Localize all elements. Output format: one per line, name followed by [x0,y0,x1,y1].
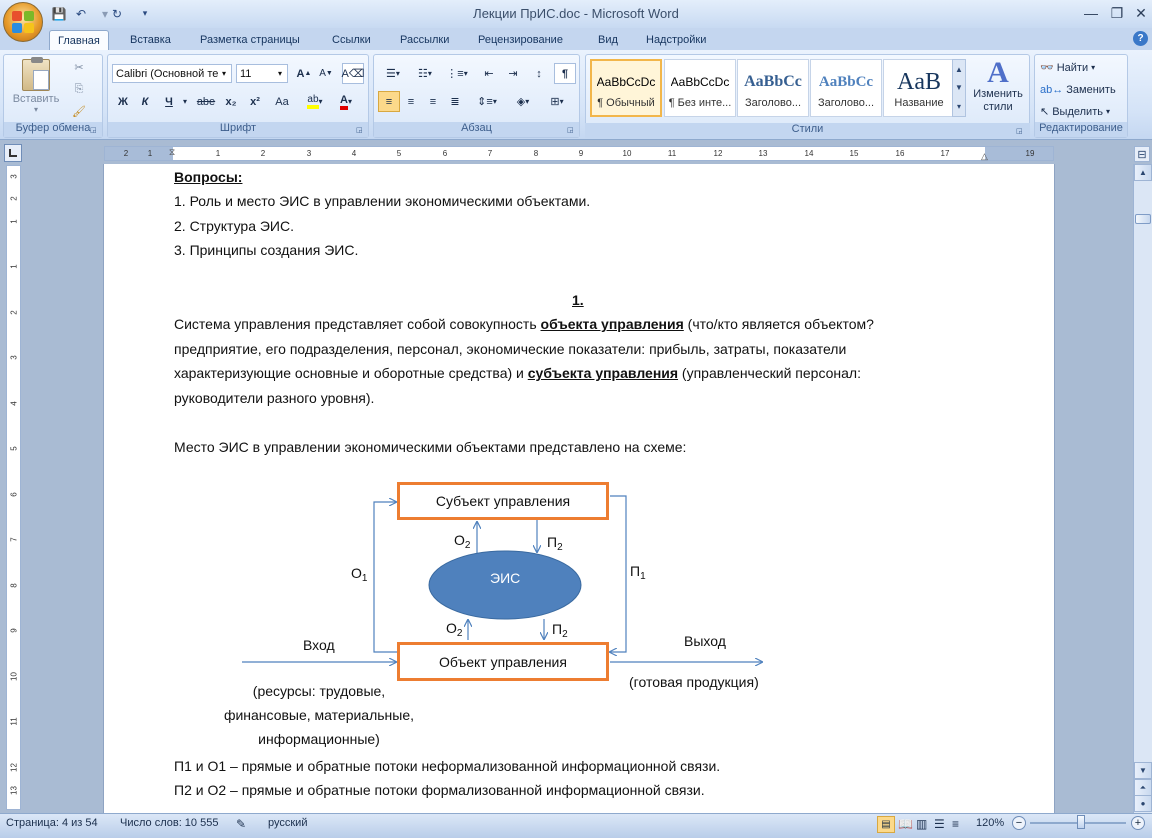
highlight-icon[interactable]: ab ▾ [302,91,328,112]
multilevel-list-icon[interactable]: ⋮≡ ▾ [446,68,468,80]
ruler-number: 3 [9,355,19,360]
style-heading-1[interactable]: AaBbCc Заголово... [737,59,809,117]
questions-heading: Вопросы: [174,169,243,185]
style-normal[interactable]: AaBbCcDc ¶ Обычный [590,59,662,117]
ruler-number: 3 [9,174,19,179]
indent-marker-icon[interactable]: ⧖ [168,147,176,157]
justify-icon[interactable]: ≣ [450,96,460,108]
dialog-launcher-icon[interactable]: ◲ [90,127,97,134]
ruler-number: 7 [487,149,493,158]
vertical-ruler[interactable] [6,165,21,810]
paste-button[interactable]: Вставить ▾ [14,59,58,115]
scroll-thumb[interactable] [1135,214,1151,224]
font-group [107,54,369,138]
ruler-number: 1 [147,149,153,158]
ruler-number: 16 [895,149,905,158]
style-no-spacing[interactable]: AaBbCcDc ¶ Без инте... [664,59,736,117]
ruler-number: 17 [940,149,950,158]
p1-label: $П_1$ [630,563,646,582]
undo-icon[interactable]: ↶ [75,6,87,21]
ruler-number: 9 [578,149,584,158]
ruler-number: 15 [849,149,859,158]
input-label: Вход [303,637,335,653]
replace-icon: ab↔ [1040,83,1064,96]
minimize-icon[interactable]: — [1084,5,1098,21]
paragraph-line: руководители разного уровня). [174,390,375,406]
legend-line: П2 и О2 – прямые и обратные потоки формализованной информационной связи. [174,782,705,798]
ruler-number: 2 [9,310,19,315]
cut-icon[interactable]: ✂ [74,62,84,74]
binoculars-icon: 👓 [1040,62,1054,74]
view-ruler-icon[interactable]: ⊟ [1134,146,1150,162]
ruler-number: 1 [9,264,19,269]
paragraph-line: Система управления представляет собой совокупность объекта управления (что/кто является объектом? [174,316,874,332]
tab-addins[interactable]: Надстройки [646,34,707,46]
ruler-number: 19 [1025,149,1035,158]
ruler-number: 1 [9,219,19,224]
redo-icon[interactable]: ↻ [111,6,123,21]
tab-selector-icon[interactable] [4,144,22,162]
cursor-icon: ↖ [1040,106,1050,118]
ruler-number: 8 [9,583,19,588]
restore-icon[interactable]: ❐ [1110,4,1124,21]
customize-qat-icon[interactable]: ▾ [142,8,148,18]
o2-lower-label: $О_2$ [446,620,463,639]
right-indent-icon[interactable]: △ [981,151,988,161]
bullets-icon[interactable]: ☰ ▾ [386,68,400,80]
decrease-indent-icon[interactable]: ⇤ [484,68,494,80]
clipboard-group [3,54,103,138]
object-box: Объект управления [397,642,609,681]
output-description: (готовая продукция) [629,674,759,690]
dialog-launcher-icon[interactable]: ◲ [356,127,363,134]
web-layout-icon[interactable]: ▥ [916,817,928,831]
subject-box: Субъект управления [397,482,609,520]
help-icon[interactable]: ? [1133,31,1148,46]
replace-button[interactable]: ab↔ Заменить [1040,83,1116,96]
underline-dropdown-icon[interactable]: ▾ [182,97,187,106]
paste-icon [22,59,50,91]
ruler-number: 9 [9,628,19,633]
change-styles-button[interactable]: A Изменить стили [973,56,1023,113]
previous-page-icon[interactable]: ⏶ [1134,779,1152,796]
ruler-number: 4 [351,149,357,158]
editing-group [1034,54,1128,138]
shading-icon[interactable]: ◈ ▾ [516,96,530,108]
save-icon[interactable]: 💾 [51,6,67,21]
legend-line: П1 и О1 – прямые и обратные потоки неформализованной информационной связи. [174,758,721,774]
p2-upper-label: $П_2$ [547,534,563,553]
show-marks-icon[interactable]: ¶ [554,63,576,84]
align-right-icon[interactable]: ≡ [429,95,437,108]
ruler-number: 11 [667,149,677,158]
tab-references[interactable]: Ссылки [332,34,371,46]
select-button[interactable]: ↖ Выделить ▾ [1040,105,1110,118]
scroll-up-icon[interactable]: ▲ [955,64,963,74]
clear-format-icon[interactable]: A⌫ [342,63,364,84]
borders-icon[interactable]: ⊞ ▾ [550,96,564,108]
question-item: 3. Принципы создания ЭИС. [174,242,359,258]
office-button[interactable] [3,2,43,42]
scroll-up-icon[interactable]: ▲ [1134,164,1152,181]
question-item: 1. Роль и место ЭИС в управлении экономическими объектами. [174,193,591,209]
ruler-number: 5 [396,149,402,158]
tab-mailings[interactable]: Рассылки [400,34,450,46]
outline-icon[interactable]: ☰ [934,817,945,831]
draft-icon[interactable]: ≡ [952,817,960,831]
word-count[interactable]: Число слов: 10 555 [120,817,219,829]
ruler-number: 5 [9,446,19,451]
ruler-number: 10 [9,672,19,681]
find-button[interactable]: 👓 Найти ▾ [1040,61,1096,74]
bold-button[interactable]: Ж [118,95,128,108]
subscript-button[interactable]: x₂ [225,95,237,108]
align-center-icon[interactable]: ≡ [407,95,415,108]
format-painter-icon[interactable]: 🖌 [72,106,86,118]
proofing-icon[interactable]: ✎ [236,817,247,831]
horizontal-ruler[interactable] [104,146,1054,161]
ruler-number: 12 [9,763,19,772]
scroll-down-icon[interactable]: ▼ [955,83,963,93]
language-indicator[interactable]: русский [268,817,308,829]
style-title[interactable]: AaB Название [883,59,955,117]
shrink-font-icon[interactable]: A ▼ [319,68,333,79]
ruler-number: 11 [9,717,19,726]
paragraph-line: характеризующие основные и оборотные средства) и субъекта управления (управленческий персонал: [174,365,861,381]
ruler-number: 1 [215,149,221,158]
page-counter[interactable]: Страница: 4 из 54 [6,817,98,829]
ruler-number: 2 [260,149,266,158]
p2-lower-label: $П_2$ [552,621,568,640]
clipboard-group-label: Буфер обмена [4,122,102,137]
styles-group-label: Стили [585,123,1030,138]
italic-button[interactable]: К [141,95,149,108]
more-icon[interactable]: ▾ [956,102,961,112]
ruler-number: 7 [9,537,19,542]
ruler-number: 6 [9,492,19,497]
select-browse-object-icon[interactable]: ● [1134,795,1152,812]
print-layout-icon[interactable]: ▤ [877,816,895,833]
ruler-number: 12 [713,149,723,158]
underline-button[interactable]: Ч [165,95,173,108]
paragraph-line: предприятие, его подразделения, персонал, экономические показатели: прибыль, затраты, показатели [174,341,847,357]
paragraph-group [373,54,580,138]
tab-home[interactable]: Главная [49,30,109,50]
paste-label: Вставить [12,93,60,105]
eis-label: ЭИС [490,570,521,586]
zoom-slider-thumb[interactable] [1077,815,1085,829]
output-label: Выход [684,633,726,649]
zoom-out-icon[interactable]: − [1012,816,1026,830]
tab-insert[interactable]: Вставка [130,34,171,46]
question-item: 2. Структура ЭИС. [174,218,294,234]
styles-gallery-scroll[interactable] [952,59,966,117]
document-page[interactable] [103,164,1055,814]
ruler-number: 10 [622,149,632,158]
ruler-number: 13 [9,786,19,795]
ruler-number: 6 [442,149,448,158]
paragraph-group-label: Абзац [374,122,579,137]
ruler-number: 2 [123,149,129,158]
input-description: (ресурсы: трудовые, финансовые, материальные, информационные) [223,683,415,747]
font-color-icon[interactable]: A ▾ [332,91,360,112]
grow-font-icon[interactable]: A ▲ [296,67,312,80]
style-heading-2[interactable]: AaBbCc Заголово... [810,59,882,117]
tab-view[interactable]: Вид [598,34,618,46]
vertical-scrollbar[interactable] [1133,164,1152,813]
undo-dropdown-icon[interactable]: ▾ [101,6,109,21]
office-logo-icon [12,11,34,33]
change-styles-icon: A [987,56,1009,89]
section-heading: 1. [572,292,584,308]
copy-icon[interactable]: ⎘ [74,83,84,95]
increase-indent-icon[interactable]: ⇥ [508,68,518,80]
window-title: Лекции ПрИС.doc - Microsoft Word [473,6,679,21]
zoom-in-icon[interactable]: + [1131,816,1145,830]
font-name-select[interactable]: Calibri (Основной те ▾ [112,64,232,83]
o2-upper-label: $О_2$ [454,532,471,551]
sort-icon[interactable]: ↕ [536,67,542,80]
scroll-down-icon[interactable]: ▼ [1134,762,1152,779]
ruler-number: 4 [9,401,19,406]
line-spacing-icon[interactable]: ⇕≡ ▾ [477,96,497,108]
ruler-number: 2 [9,196,19,201]
ruler-number: 8 [533,149,539,158]
tab-page-layout[interactable]: Разметка страницы [200,34,300,46]
font-size-select[interactable]: 11 ▾ [236,64,288,83]
paragraph-line: Место ЭИС в управлении экономическими объектами представлено на схеме: [174,439,687,455]
strike-button[interactable]: abe [196,95,216,108]
dialog-launcher-icon[interactable]: ◲ [1016,128,1023,135]
close-icon[interactable]: ✕ [1135,4,1147,21]
ruler-number: 14 [804,149,814,158]
zoom-level[interactable]: 120% [976,817,1005,829]
align-left-icon[interactable]: ≡ [378,91,400,112]
ruler-number: 3 [306,149,312,158]
font-group-label: Шрифт [108,122,368,137]
editing-group-label: Редактирование [1035,122,1127,137]
full-reading-icon[interactable]: 📖 [898,817,913,831]
o1-label: $О_1$ [351,565,368,584]
dialog-launcher-icon[interactable]: ◲ [567,127,574,134]
tab-review[interactable]: Рецензирование [478,34,563,46]
numbering-icon[interactable]: ☷ ▾ [418,68,432,80]
superscript-button[interactable]: x² [250,95,260,108]
change-case-button[interactable]: Aa [275,95,289,108]
ruler-number: 13 [758,149,768,158]
